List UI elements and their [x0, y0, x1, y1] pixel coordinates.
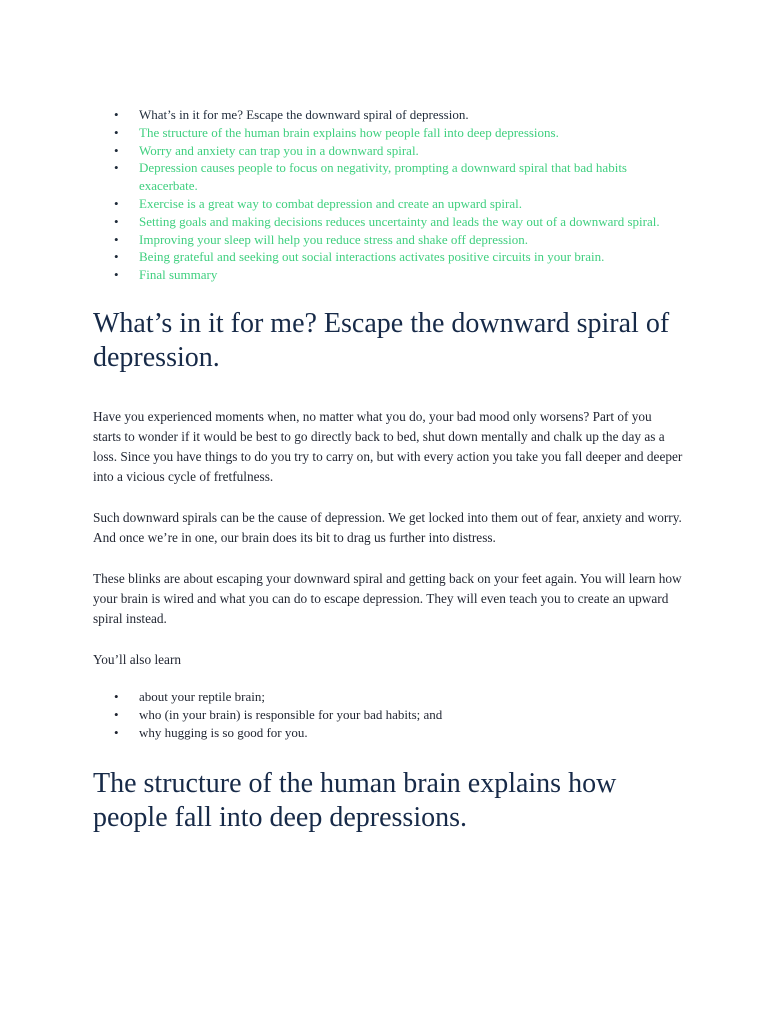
paragraph: You’ll also learn: [93, 651, 182, 667]
list-item: • who (in your brain) is responsible for your bad habits; and: [93, 706, 683, 724]
learn-list: [93, 688, 683, 742]
table-of-contents: [93, 106, 683, 284]
section-heading: The structure of the human brain explains how people fall into deep depressions.: [93, 767, 617, 833]
document-page: [93, 106, 683, 835]
toc-item[interactable]: • Worry and anxiety can trap you in a downward spiral.: [93, 142, 683, 160]
paragraph: These blinks are about escaping your downward spiral and getting back on your feet again. You will learn how your brain is wired and what you can do to escape depression. They will even teach you to create an upward spiral instead.: [93, 570, 682, 626]
toc-item[interactable]: • Depression causes people to focus on negativity, prompting a downward spiral that bad habits exacerbate.: [93, 159, 683, 195]
list-item: • why hugging is so good for you.: [93, 724, 683, 742]
toc-item[interactable]: • What’s in it for me? Escape the downward spiral of depression.: [93, 106, 683, 124]
section-heading: What’s in it for me? Escape the downward spiral of depression.: [93, 307, 670, 373]
toc-item[interactable]: • Setting goals and making decisions reduces uncertainty and leads the way out of a downward spiral.: [93, 213, 683, 231]
paragraph: Such downward spirals can be the cause of depression. We get locked into them out of fear, anxiety and worry. And once we’re in one, our brain does its bit to drag us further into distress.: [93, 509, 682, 545]
toc-item[interactable]: • Being grateful and seeking out social interactions activates positive circuits in your brain.: [93, 248, 683, 266]
toc-item[interactable]: • Final summary: [93, 266, 683, 284]
toc-item[interactable]: • The structure of the human brain explains how people fall into deep depressions.: [93, 124, 683, 142]
toc-item[interactable]: • Improving your sleep will help you reduce stress and shake off depression.: [93, 231, 683, 249]
list-item: • about your reptile brain;: [93, 688, 683, 706]
paragraph: Have you experienced moments when, no matter what you do, your bad mood only worsens? Part of you starts to wonder if it would be best to go directly back to bed, shut down mentally and chalk up the day as a loss. Since you have things to do you try to carry on, but with every action you take you fall deeper and deeper into a vicious cycle of fretfulness.: [93, 408, 683, 484]
toc-item[interactable]: • Exercise is a great way to combat depression and create an upward spiral.: [93, 195, 683, 213]
